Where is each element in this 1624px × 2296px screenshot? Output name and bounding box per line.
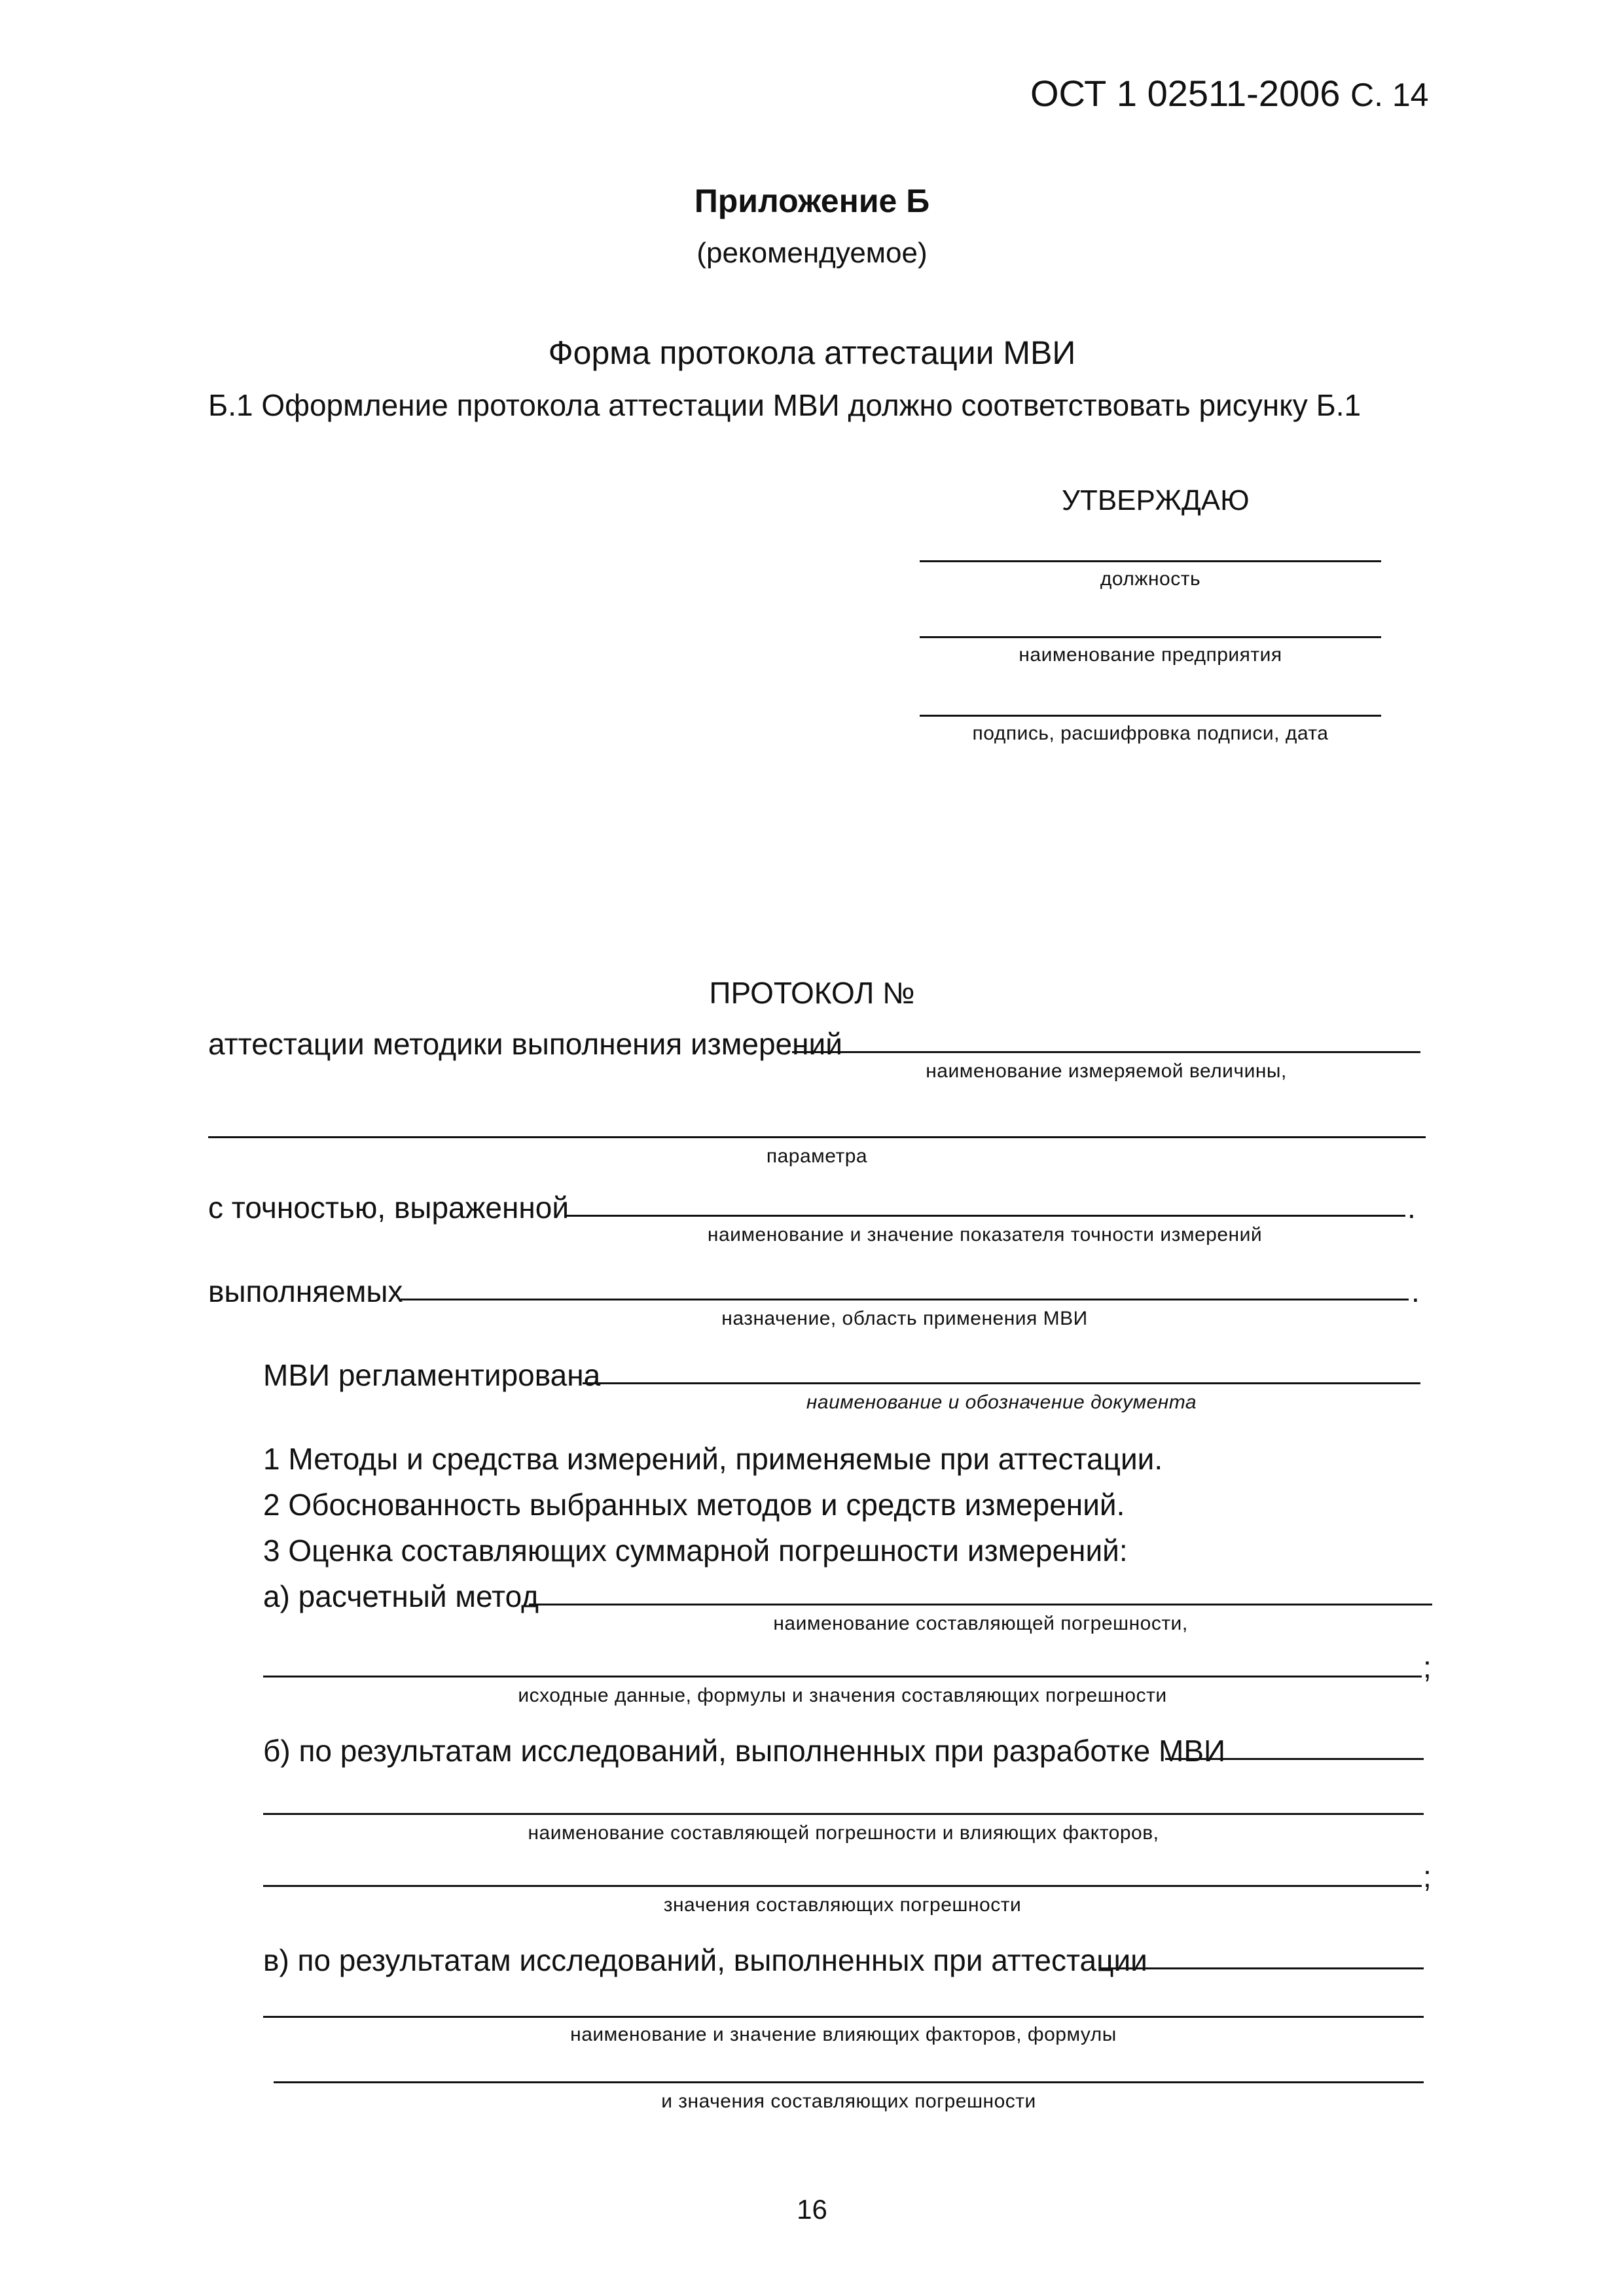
item-c-caption1: наименование и значение влияющих факторов, формулы: [570, 2024, 1117, 2045]
item-b-label: б) по результатам исследований, выполненных при разработке МВИ: [263, 1734, 1226, 1768]
page-reference: С. 14: [1350, 77, 1429, 113]
appendix-subtitle: (рекомендуемое): [696, 237, 928, 269]
appendix-title: Приложение Б: [694, 183, 930, 219]
line1-label: аттестации методики выполнения измерений: [208, 1027, 842, 1061]
item-b-line2[interactable]: [263, 1813, 1424, 1815]
approve-heading: УТВЕРЖДАЮ: [1062, 484, 1250, 516]
line1-caption: наименование измеряемой величины,: [926, 1060, 1287, 1082]
accuracy-line[interactable]: [564, 1215, 1405, 1217]
position-caption: должность: [1100, 568, 1201, 590]
item-a-caption2: исходные данные, формулы и значения составляющих погрешности: [518, 1685, 1167, 1706]
line4-caption: назначение, область применения МВИ: [721, 1308, 1088, 1329]
item-c-caption2: и значения составляющих погрешности: [661, 2090, 1036, 2112]
item-c-line3[interactable]: [274, 2081, 1424, 2083]
document-code: ОСТ 1 02511-2006 С. 14: [1030, 73, 1429, 114]
item-c-line1[interactable]: [1100, 1967, 1424, 1969]
item-a-semicolon: ;: [1423, 1650, 1432, 1684]
item-b-line1[interactable]: [1165, 1758, 1424, 1760]
line5-label: МВИ регламентирована: [263, 1358, 601, 1392]
application-line[interactable]: [401, 1299, 1409, 1300]
position-line[interactable]: [920, 560, 1381, 562]
measured-quantity-line[interactable]: [792, 1051, 1420, 1053]
signature-line[interactable]: [920, 715, 1381, 717]
item-b-caption2: значения составляющих погрешности: [663, 1894, 1022, 1916]
protocol-heading: ПРОТОКОЛ №: [709, 976, 915, 1010]
line4-period: .: [1411, 1274, 1420, 1308]
line4-label: выполняемых: [208, 1274, 403, 1308]
item-c-line2[interactable]: [263, 2016, 1424, 2018]
company-caption: наименование предприятия: [1019, 644, 1282, 666]
item-b-semicolon: ;: [1423, 1859, 1432, 1893]
parameter-line[interactable]: [208, 1136, 1426, 1138]
item-b-line3[interactable]: [263, 1885, 1422, 1887]
line3-label: с точностью, выраженной: [208, 1191, 569, 1225]
item-a-caption1: наименование составляющей погрешности,: [773, 1613, 1188, 1634]
line5-caption: наименование и обозначение документа: [806, 1391, 1197, 1413]
form-title: Форма протокола аттестации МВИ: [548, 334, 1076, 371]
line2-caption: параметра: [766, 1145, 868, 1167]
item-1: 1 Методы и средства измерений, применяемые при аттестации.: [263, 1442, 1163, 1476]
page-number: 16: [797, 2194, 827, 2225]
item-b-caption1: наименование составляющей погрешности и влияющих факторов,: [528, 1822, 1159, 1844]
item-c-label: в) по результатам исследований, выполненных при аттестации: [263, 1943, 1147, 1977]
item-3: 3 Оценка составляющих суммарной погрешности измерений:: [263, 1534, 1128, 1568]
line3-caption: наименование и значение показателя точности измерений: [707, 1224, 1263, 1246]
company-line[interactable]: [920, 636, 1381, 638]
intro-text: Б.1 Оформление протокола аттестации МВИ должно соответствовать рисунку Б.1: [208, 388, 1362, 422]
item-2: 2 Обоснованность выбранных методов и средств измерений.: [263, 1488, 1125, 1522]
document-line[interactable]: [583, 1382, 1420, 1384]
item-a-label: а) расчетный метод: [263, 1579, 539, 1613]
item-a-line1[interactable]: [529, 1604, 1432, 1605]
signature-caption: подпись, расшифровка подписи, дата: [972, 723, 1329, 744]
line3-period: .: [1407, 1191, 1416, 1225]
item-a-line2[interactable]: [263, 1676, 1422, 1677]
